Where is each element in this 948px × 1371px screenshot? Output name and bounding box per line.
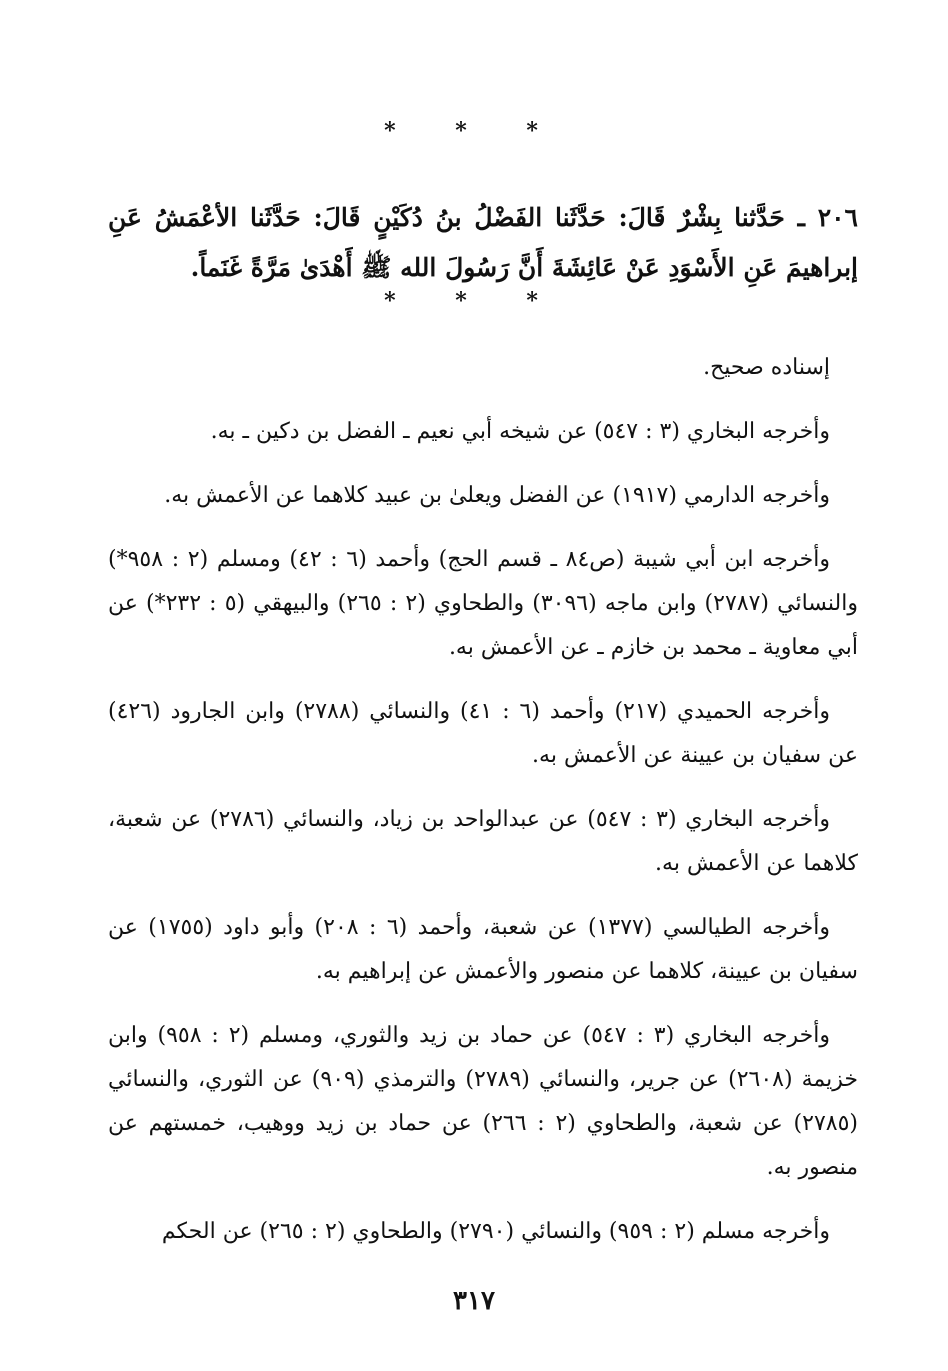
note-paragraph: وأخرجه البخاري (٣ : ٥٤٧) عن شيخه أبي نعيم ـ الفضل بن دكين ـ به.	[210, 419, 830, 444]
separator-stars-top: * * *	[384, 118, 564, 144]
note-paragraph: وأخرجه الحميدي (٢١٧) وأحمد (٦ : ٤١) والنسائي (٢٧٨٨) وابن الجارود (٤٢٦) عن سفيان بن عيينة عن الأعمش به.	[108, 699, 858, 768]
page-number: ٣١٧	[453, 1286, 495, 1316]
note-paragraph: وأخرجه مسلم (٢ : ٩٥٩) والنسائي (٢٧٩٠) والطحاوي (٢ : ٢٦٥) عن الحكم	[161, 1219, 830, 1244]
note-paragraph: وأخرجه البخاري (٣ : ٥٤٧) عن عبدالواحد بن زياد، والنسائي (٢٧٨٦) عن شعبة، كلاهما عن الأعمش به.	[108, 807, 858, 876]
commentary-notes	[108, 346, 858, 1254]
note-paragraph: وأخرجه الطيالسي (١٣٧٧) عن شعبة، وأحمد (٦ : ٢٠٨) وأبو داود (١٧٥٥) عن سفيان بن عيينة، كلاهما عن منصور والأعمش عن إبراهيم به.	[108, 915, 858, 984]
note-paragraph: وأخرجه ابن أبي شيبة (ص٨٤ ـ قسم الحج) وأحمد (٦ : ٤٢) ومسلم (٢ : ٩٥٨*) والنسائي (٢٧٨٧) وابن ماجه (٣٠٩٦) والطحاوي (٢ : ٢٦٥) والبيهقي (٥ : ٢٣٢*) عن أبي معاوية ـ محمد بن خازم ـ عن الأعمش به.	[108, 547, 858, 660]
note-paragraph: إسناده صحيح.	[703, 355, 830, 380]
hadith-text: ٢٠٦ ـ حَدَّثنا بِشْرٌ قَالَ: حَدَّثَنا الفَضْلُ بنُ دُكَيْنٍ قَالَ: حَدَّثَنا الأعْمَشُ عَنِ إبراهيمَ عَنِ الأَسْوَدِ عَنْ عَائِشَةَ أَنَّ رَسُولَ الله ﷺ أَهْدَىٰ مَرَّةً غَنَماً.	[108, 203, 858, 282]
separator-stars-middle: * * *	[384, 288, 564, 314]
note-paragraph: وأخرجه الدارمي (١٩١٧) عن الفضل ويعلىٰ بن عبيد كلاهما عن الأعمش به.	[164, 483, 830, 508]
note-paragraph: وأخرجه البخاري (٣ : ٥٤٧) عن حماد بن زيد والثوري، ومسلم (٢ : ٩٥٨) وابن خزيمة (٢٦٠٨) عن جرير، والنسائي (٢٧٨٩) والترمذي (٩٠٩) عن الثوري، والنسائي (٢٧٨٥) عن شعبة، والطحاوي (٢ : ٢٦٦) عن حماد بن زيد ووهيب، خمستهم عن منصور به.	[108, 1023, 859, 1180]
